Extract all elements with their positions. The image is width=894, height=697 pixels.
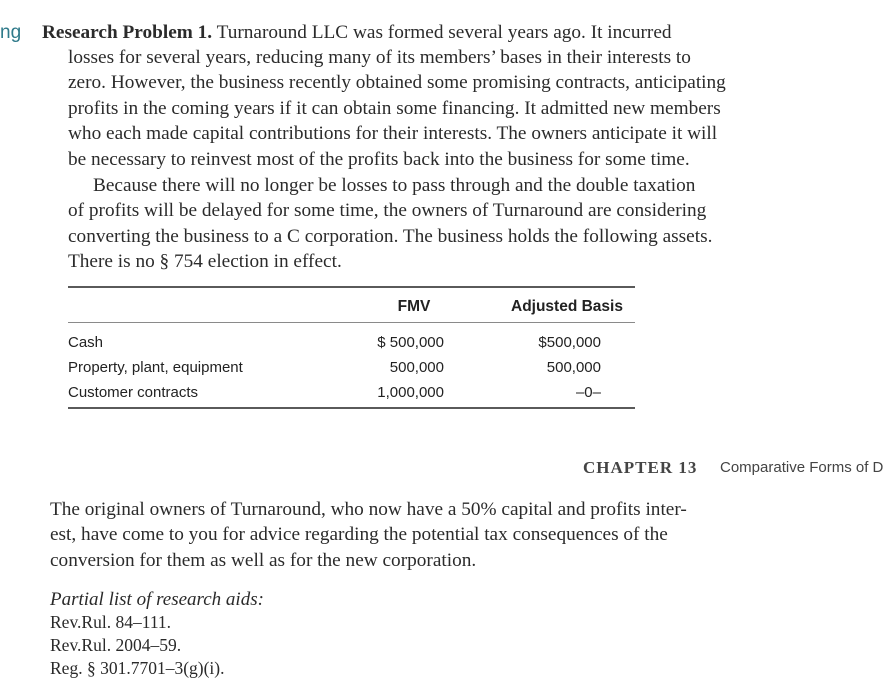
problem-line-2: losses for several years, reducing many of its members’ bases in their interests to [68,47,691,68]
table-row-ppe-fmv: 500,000 [389,359,444,376]
problem-line-6: be necessary to reinvest most of the profits back into the business for some time. [68,149,690,170]
research-aid-item: Reg. § 301.7701–3(g)(i). [50,658,225,678]
followup-line-3: conversion for them as well as for the new corporation. [50,550,477,571]
table-row-cash-fmv: $ 500,000 [377,334,444,351]
research-aid-item: Rev.Rul. 2004–59. [50,635,182,655]
problem-line-5: who each made capital contributions for their interests. The owners anticipate it will [68,123,718,144]
problem-line-10: There is no § 754 election in effect. [68,251,342,272]
table-row-contracts-label: Customer contracts [68,384,199,401]
table-bottom-rule [68,407,635,409]
table-row-cash-label: Cash [68,334,104,351]
table-row-contracts-fmv: 1,000,000 [377,384,444,401]
chapter-label: CHAPTER 13 [583,458,698,477]
problem-title: Research Problem 1. [42,22,213,43]
followup-line-1: The original owners of Turnaround, who now have a 50% capital and profits inter- [50,499,687,520]
table-row-contracts-basis: –0– [575,384,601,401]
problem-line-8: of profits will be delayed for some time, the owners of Turnaround are considering [68,200,707,221]
table-top-rule [68,286,635,288]
table-header-basis: Adjusted Basis [511,298,623,315]
table-row-ppe-basis: 500,000 [546,359,601,376]
problem-line-9: converting the business to a C corporation. The business holds the following assets. [68,226,713,247]
followup-line-2: est, have come to you for advice regarding the potential tax consequences of the [50,524,668,545]
problem-line-7: Because there will no longer be losses to pass through and the double taxation [93,175,696,196]
table-header-fmv: FMV [397,298,431,315]
table-row-ppe-label: Property, plant, equipment [68,359,243,376]
margin-text-fragment: ng [0,22,22,43]
problem-line-3: zero. However, the business recently obtained some promising contracts, anticipating [68,72,726,93]
chapter-title: Comparative Forms of D [720,459,884,476]
problem-line-4: profits in the coming years if it can obtain some financing. It admitted new members [68,98,721,119]
problem-first-line [42,20,672,45]
problem-line-1: Turnaround LLC was formed several years ago. It incurred [216,22,672,43]
research-aid-item: Rev.Rul. 84–111. [50,612,172,632]
research-aids-title: Partial list of research aids: [50,589,264,610]
table-header-rule [68,322,635,323]
table-row-cash-basis: $500,000 [538,334,601,351]
